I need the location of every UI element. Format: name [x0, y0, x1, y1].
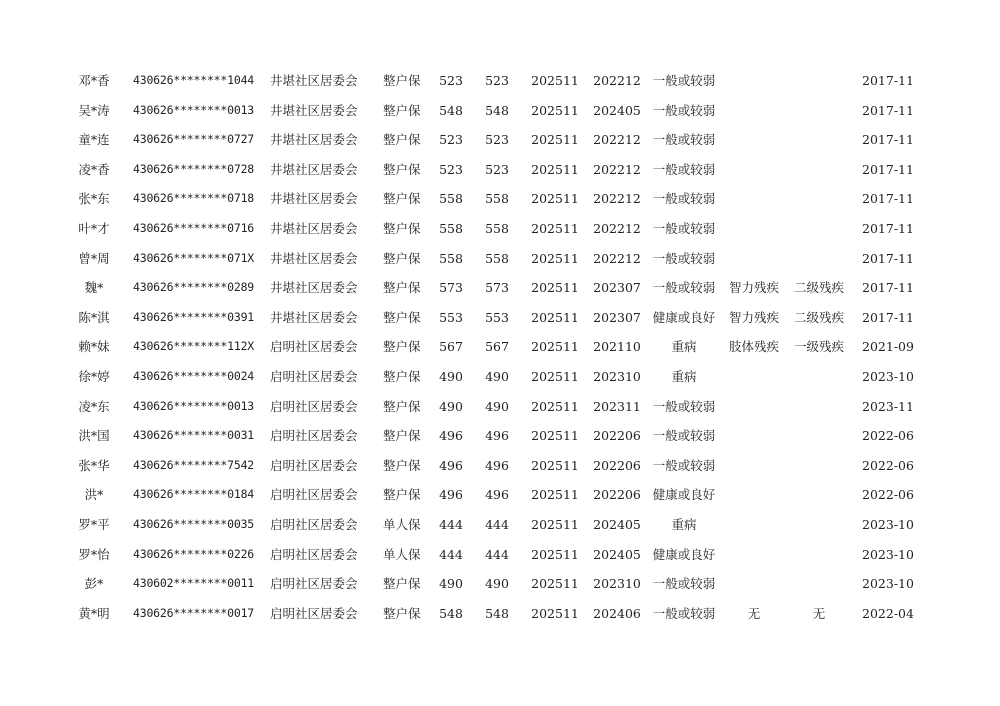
- health-status-cell: 一般或较弱: [652, 428, 716, 444]
- start-month-cell: 202511: [531, 487, 579, 503]
- end-month-cell: 202310: [593, 368, 641, 384]
- amount-cell: 548: [439, 102, 463, 118]
- disability-type-cell: [724, 569, 784, 599]
- end-month-cell: 202212: [593, 250, 641, 266]
- table-row: [0, 510, 1000, 540]
- health-status-cell: 一般或较弱: [652, 102, 716, 118]
- date-cell: 2022-04: [862, 605, 914, 621]
- start-month-cell: 202511: [531, 398, 579, 414]
- assistance-type-cell: 整户保: [383, 457, 421, 473]
- date-cell: 2017-11: [862, 161, 914, 177]
- disability-level-cell: [788, 66, 850, 96]
- table-row: [0, 332, 1000, 362]
- start-month-cell: 202511: [531, 428, 579, 444]
- assistance-type-cell: 整户保: [383, 132, 421, 148]
- table-row: [0, 480, 1000, 510]
- name-cell: 黄*明: [78, 605, 110, 621]
- assistance-type-cell: 整户保: [383, 220, 421, 236]
- end-month-cell: 202212: [593, 132, 641, 148]
- disability-level-cell: 二级残疾: [793, 309, 844, 325]
- table-row: [0, 599, 1000, 629]
- amount-cell: 496: [485, 428, 509, 444]
- amount-cell: 496: [439, 428, 463, 444]
- name-cell: 张*华: [78, 457, 110, 473]
- id-number-cell: 430626********112X: [133, 339, 255, 354]
- date-cell: 2017-11: [862, 280, 914, 296]
- community-cell: 井堪社区居委会: [270, 191, 358, 207]
- community-cell: 井堪社区居委会: [270, 132, 358, 148]
- start-month-cell: 202511: [531, 250, 579, 266]
- amount-cell: 444: [485, 546, 509, 562]
- disability-type-cell: [724, 451, 784, 481]
- health-status-cell: 一般或较弱: [652, 576, 716, 592]
- id-number-cell: 430626********0031: [133, 428, 255, 443]
- date-cell: 2022-06: [862, 487, 914, 503]
- date-cell: 2023-10: [862, 546, 914, 562]
- disability-type-cell: [724, 421, 784, 451]
- table-row: [0, 451, 1000, 481]
- table-row: [0, 421, 1000, 451]
- name-cell: 罗*怡: [78, 546, 110, 562]
- id-number-cell: 430626********0727: [133, 132, 255, 147]
- amount-cell: 567: [485, 339, 509, 355]
- health-status-cell: 一般或较弱: [652, 73, 716, 88]
- name-cell: 童*连: [78, 132, 110, 148]
- table-row: [0, 184, 1000, 214]
- end-month-cell: 202405: [593, 546, 641, 562]
- disability-level-cell: 一级残疾: [793, 339, 844, 355]
- amount-cell: 490: [485, 398, 509, 414]
- assistance-type-cell: 整户保: [383, 576, 421, 592]
- assistance-type-cell: 整户保: [383, 368, 421, 384]
- date-cell: 2023-10: [862, 576, 914, 592]
- amount-cell: 490: [439, 398, 463, 414]
- start-month-cell: 202511: [531, 161, 579, 177]
- disability-type-cell: [724, 244, 784, 274]
- disability-type-cell: [724, 214, 784, 244]
- name-cell: 陈*淇: [78, 309, 110, 325]
- amount-cell: 548: [439, 605, 463, 621]
- id-number-cell: 430626********0184: [133, 487, 255, 502]
- health-status-cell: 一般或较弱: [652, 457, 716, 473]
- end-month-cell: 202310: [593, 576, 641, 592]
- date-cell: 2022-06: [862, 457, 914, 473]
- id-number-cell: 430626********0391: [133, 309, 255, 324]
- amount-cell: 553: [439, 309, 463, 325]
- table-row: [0, 155, 1000, 185]
- start-month-cell: 202511: [531, 339, 579, 355]
- disability-level-cell: [788, 96, 850, 126]
- disability-type-cell: 无: [747, 605, 761, 621]
- amount-cell: 558: [439, 191, 463, 207]
- date-cell: 2021-09: [862, 339, 914, 355]
- community-cell: 井堪社区居委会: [270, 161, 358, 177]
- start-month-cell: 202511: [531, 220, 579, 236]
- health-status-cell: 一般或较弱: [652, 250, 716, 266]
- disability-type-cell: [724, 125, 784, 155]
- start-month-cell: 202511: [531, 516, 579, 532]
- disability-type-cell: [724, 480, 784, 510]
- start-month-cell: 202511: [531, 191, 579, 207]
- amount-cell: 548: [485, 605, 509, 621]
- amount-cell: 558: [485, 220, 509, 236]
- end-month-cell: 202307: [593, 309, 641, 325]
- id-number-cell: 430626********0035: [133, 516, 255, 531]
- date-cell: 2017-11: [862, 191, 914, 207]
- amount-cell: 553: [485, 309, 509, 325]
- table-row: [0, 273, 1000, 303]
- amount-cell: 558: [485, 250, 509, 266]
- disability-type-cell: [724, 510, 784, 540]
- table-row: [0, 303, 1000, 333]
- assistance-type-cell: 整户保: [383, 309, 421, 325]
- date-cell: 2017-11: [862, 220, 914, 236]
- date-cell: 2023-10: [862, 516, 914, 532]
- amount-cell: 548: [485, 102, 509, 118]
- community-cell: 启明社区居委会: [270, 368, 358, 384]
- end-month-cell: 202212: [593, 220, 641, 236]
- disability-type-cell: [724, 96, 784, 126]
- date-cell: 2017-11: [862, 309, 914, 325]
- assistance-type-cell: 整户保: [383, 161, 421, 177]
- disability-type-cell: [724, 392, 784, 422]
- health-status-cell: 健康或良好: [652, 487, 716, 503]
- start-month-cell: 202511: [531, 73, 579, 88]
- id-number-cell: 430626********071X: [133, 250, 255, 265]
- disability-level-cell: [788, 244, 850, 274]
- disability-type-cell: [724, 362, 784, 392]
- name-cell: 邓*香: [78, 73, 110, 88]
- health-status-cell: 一般或较弱: [652, 161, 716, 177]
- disability-type-cell: [724, 184, 784, 214]
- amount-cell: 523: [439, 161, 463, 177]
- amount-cell: 444: [439, 516, 463, 532]
- records-table: [0, 66, 1000, 628]
- assistance-type-cell: 整户保: [383, 73, 421, 88]
- disability-type-cell: 肢体残疾: [728, 339, 779, 355]
- community-cell: 启明社区居委会: [270, 546, 358, 562]
- start-month-cell: 202511: [531, 605, 579, 621]
- disability-level-cell: [788, 421, 850, 451]
- end-month-cell: 202206: [593, 428, 641, 444]
- amount-cell: 558: [485, 191, 509, 207]
- health-status-cell: 健康或良好: [652, 546, 716, 562]
- amount-cell: 444: [439, 546, 463, 562]
- community-cell: 井堪社区居委会: [270, 73, 358, 88]
- amount-cell: 523: [439, 132, 463, 148]
- amount-cell: 523: [439, 73, 463, 88]
- amount-cell: 496: [485, 487, 509, 503]
- amount-cell: 496: [439, 457, 463, 473]
- assistance-type-cell: 整户保: [383, 428, 421, 444]
- id-number-cell: 430626********0013: [133, 102, 255, 117]
- disability-level-cell: [788, 214, 850, 244]
- start-month-cell: 202511: [531, 576, 579, 592]
- id-number-cell: 430626********0716: [133, 220, 255, 235]
- community-cell: 启明社区居委会: [270, 576, 358, 592]
- assistance-type-cell: 单人保: [383, 546, 421, 562]
- disability-type-cell: 智力残疾: [728, 280, 779, 296]
- community-cell: 启明社区居委会: [270, 398, 358, 414]
- table-row: [0, 66, 1000, 96]
- start-month-cell: 202511: [531, 368, 579, 384]
- end-month-cell: 202110: [593, 339, 641, 355]
- id-number-cell: 430626********0024: [133, 368, 255, 383]
- id-number-cell: 430626********0013: [133, 398, 255, 413]
- name-cell: 赖*妹: [78, 339, 110, 355]
- amount-cell: 523: [485, 161, 509, 177]
- name-cell: 曾*周: [78, 250, 110, 266]
- date-cell: 2023-10: [862, 368, 914, 384]
- community-cell: 启明社区居委会: [270, 487, 358, 503]
- assistance-type-cell: 整户保: [383, 250, 421, 266]
- name-cell: 叶*才: [78, 220, 110, 236]
- date-cell: 2017-11: [862, 73, 914, 88]
- amount-cell: 490: [439, 368, 463, 384]
- id-number-cell: 430602********0011: [133, 576, 255, 591]
- table-row: [0, 569, 1000, 599]
- end-month-cell: 202212: [593, 191, 641, 207]
- health-status-cell: 一般或较弱: [652, 398, 716, 414]
- community-cell: 井堪社区居委会: [270, 280, 358, 296]
- health-status-cell: 重病: [671, 339, 697, 355]
- end-month-cell: 202212: [593, 161, 641, 177]
- assistance-type-cell: 整户保: [383, 605, 421, 621]
- disability-level-cell: [788, 184, 850, 214]
- id-number-cell: 430626********1044: [133, 73, 255, 87]
- end-month-cell: 202206: [593, 487, 641, 503]
- health-status-cell: 一般或较弱: [652, 605, 716, 621]
- amount-cell: 523: [485, 132, 509, 148]
- health-status-cell: 一般或较弱: [652, 191, 716, 207]
- start-month-cell: 202511: [531, 457, 579, 473]
- name-cell: 洪*: [84, 487, 104, 503]
- disability-level-cell: [788, 510, 850, 540]
- assistance-type-cell: 整户保: [383, 487, 421, 503]
- amount-cell: 496: [439, 487, 463, 503]
- table-row: [0, 96, 1000, 126]
- assistance-type-cell: 整户保: [383, 398, 421, 414]
- amount-cell: 496: [485, 457, 509, 473]
- name-cell: 洪*国: [78, 428, 110, 444]
- name-cell: 吴*涛: [78, 102, 110, 118]
- id-number-cell: 430626********0718: [133, 191, 255, 206]
- assistance-type-cell: 整户保: [383, 339, 421, 355]
- date-cell: 2017-11: [862, 132, 914, 148]
- community-cell: 井堪社区居委会: [270, 309, 358, 325]
- name-cell: 罗*平: [78, 516, 110, 532]
- id-number-cell: 430626********7542: [133, 457, 255, 472]
- id-number-cell: 430626********0728: [133, 161, 255, 176]
- amount-cell: 523: [485, 73, 509, 88]
- table-row: [0, 540, 1000, 570]
- community-cell: 井堪社区居委会: [270, 220, 358, 236]
- amount-cell: 573: [439, 280, 463, 296]
- date-cell: 2017-11: [862, 250, 914, 266]
- end-month-cell: 202212: [593, 73, 641, 88]
- name-cell: 凌*东: [78, 398, 110, 414]
- disability-level-cell: [788, 125, 850, 155]
- table-row: [0, 362, 1000, 392]
- start-month-cell: 202511: [531, 546, 579, 562]
- community-cell: 井堪社区居委会: [270, 250, 358, 266]
- disability-type-cell: [724, 66, 784, 96]
- disability-level-cell: [788, 155, 850, 185]
- end-month-cell: 202406: [593, 605, 641, 621]
- disability-level-cell: [788, 392, 850, 422]
- amount-cell: 558: [439, 250, 463, 266]
- start-month-cell: 202511: [531, 280, 579, 296]
- disability-level-cell: 无: [812, 605, 826, 621]
- amount-cell: 567: [439, 339, 463, 355]
- id-number-cell: 430626********0017: [133, 605, 255, 620]
- name-cell: 魏*: [84, 280, 104, 296]
- name-cell: 凌*香: [78, 161, 110, 177]
- table-row: [0, 214, 1000, 244]
- name-cell: 彭*: [84, 576, 104, 592]
- disability-level-cell: [788, 451, 850, 481]
- date-cell: 2023-11: [862, 398, 914, 414]
- amount-cell: 444: [485, 516, 509, 532]
- community-cell: 启明社区居委会: [270, 516, 358, 532]
- disability-type-cell: [724, 155, 784, 185]
- health-status-cell: 一般或较弱: [652, 280, 716, 296]
- table-row: [0, 392, 1000, 422]
- community-cell: 启明社区居委会: [270, 457, 358, 473]
- community-cell: 启明社区居委会: [270, 339, 358, 355]
- start-month-cell: 202511: [531, 102, 579, 118]
- community-cell: 启明社区居委会: [270, 605, 358, 621]
- assistance-type-cell: 整户保: [383, 280, 421, 296]
- disability-level-cell: [788, 540, 850, 570]
- name-cell: 徐*婷: [78, 368, 110, 384]
- end-month-cell: 202405: [593, 516, 641, 532]
- amount-cell: 490: [485, 576, 509, 592]
- health-status-cell: 重病: [671, 516, 697, 532]
- amount-cell: 490: [439, 576, 463, 592]
- date-cell: 2022-06: [862, 428, 914, 444]
- community-cell: 启明社区居委会: [270, 428, 358, 444]
- table-row: [0, 244, 1000, 274]
- health-status-cell: 重病: [671, 368, 697, 384]
- assistance-type-cell: 整户保: [383, 102, 421, 118]
- health-status-cell: 健康或良好: [652, 309, 716, 325]
- start-month-cell: 202511: [531, 309, 579, 325]
- end-month-cell: 202206: [593, 457, 641, 473]
- table-row: [0, 125, 1000, 155]
- assistance-type-cell: 单人保: [383, 516, 421, 532]
- name-cell: 张*东: [78, 191, 110, 207]
- disability-level-cell: [788, 569, 850, 599]
- disability-type-cell: [724, 540, 784, 570]
- amount-cell: 490: [485, 368, 509, 384]
- end-month-cell: 202405: [593, 102, 641, 118]
- date-cell: 2017-11: [862, 102, 914, 118]
- health-status-cell: 一般或较弱: [652, 220, 716, 236]
- health-status-cell: 一般或较弱: [652, 132, 716, 148]
- id-number-cell: 430626********0226: [133, 546, 255, 561]
- amount-cell: 573: [485, 280, 509, 296]
- disability-type-cell: 智力残疾: [728, 309, 779, 325]
- end-month-cell: 202307: [593, 280, 641, 296]
- start-month-cell: 202511: [531, 132, 579, 148]
- end-month-cell: 202311: [593, 398, 641, 414]
- assistance-type-cell: 整户保: [383, 191, 421, 207]
- amount-cell: 558: [439, 220, 463, 236]
- disability-level-cell: [788, 480, 850, 510]
- disability-level-cell: [788, 362, 850, 392]
- disability-level-cell: 二级残疾: [793, 280, 844, 296]
- id-number-cell: 430626********0289: [133, 280, 255, 295]
- community-cell: 井堪社区居委会: [270, 102, 358, 118]
